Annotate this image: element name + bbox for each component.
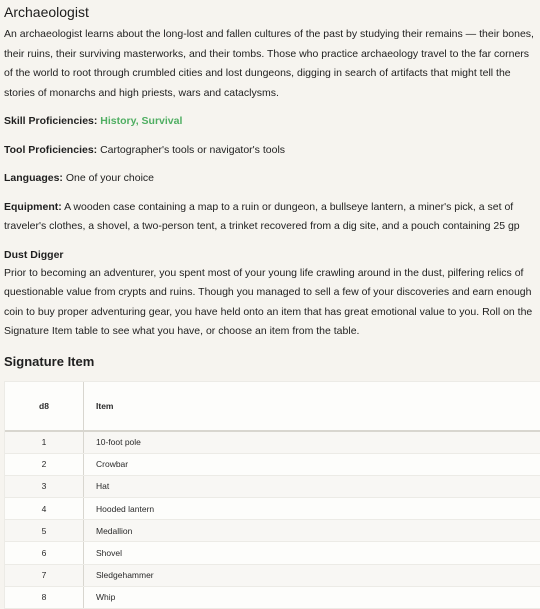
table-cell-roll: 3 [5, 475, 84, 497]
table-cell-roll: 5 [5, 520, 84, 542]
tool-proficiencies-value: Cartographer's tools or navigator's tools [100, 144, 285, 156]
feature-title: Dust Digger [4, 248, 540, 262]
table-row [5, 520, 540, 542]
table-cell-roll: 1 [5, 431, 84, 454]
table-header-item: Item [84, 382, 540, 431]
table-row [5, 453, 540, 475]
signature-item-table [4, 381, 540, 609]
table-header-row [5, 382, 540, 431]
skill-proficiencies [4, 112, 540, 132]
table-cell-item: Crowbar [84, 453, 540, 475]
table-header-d8: d8 [5, 382, 84, 431]
table-row [5, 564, 540, 586]
intro-paragraph: An archaeologist learns about the long-lost and fallen cultures of the past by studying their remains — their bones, their ruins, their surviving masterworks, and their tombs. Those who practice archaeology travel to the far corners of the world to root through crumbled cities and lost dungeons, digging in search of artifacts that might tell the stories of monarchs and high priests, wars and cataclysms. [4, 25, 540, 103]
table-row [5, 498, 540, 520]
signature-item-heading: Signature Item [4, 353, 540, 371]
table-row [5, 542, 540, 564]
table-cell-roll: 6 [5, 542, 84, 564]
skill-link-survival[interactable]: Survival [142, 115, 183, 127]
table-cell-item: Sledgehammer [84, 564, 540, 586]
equipment-value: A wooden case containing a map to a ruin or dungeon, a bullseye lantern, a miner's pick, a set of traveler's clothes, a shovel, a two-person tent, a trinket recovered from a dig site, and a pouch containing 25 gp [4, 201, 520, 233]
skill-separator: , [136, 115, 142, 127]
table-cell-item: 10-foot pole [84, 431, 540, 454]
feature-text: Prior to becoming an adventurer, you spent most of your young life crawling around in the dust, pilfering relics of questionable value from crypts and ruins. Though you managed to sell a few of your discoveries and earn enough coin to buy proper adventuring gear, you have held onto an item that has great emotional value to you. Roll on the Signature Item table to see what you have, or choose an item from the table. [4, 264, 540, 342]
table-cell-item: Whip [84, 586, 540, 608]
table-row [5, 586, 540, 608]
languages-value: One of your choice [66, 172, 154, 184]
equipment-label: Equipment: [4, 201, 62, 213]
table-cell-item: Shovel [84, 542, 540, 564]
skill-link-history[interactable]: History [100, 115, 135, 127]
skill-proficiencies-label: Skill Proficiencies: [4, 115, 97, 127]
table-cell-roll: 4 [5, 498, 84, 520]
equipment [4, 198, 540, 237]
languages [4, 169, 540, 189]
tool-proficiencies [4, 141, 540, 161]
table-cell-item: Hooded lantern [84, 498, 540, 520]
table-cell-roll: 2 [5, 453, 84, 475]
table-cell-roll: 7 [5, 564, 84, 586]
page-title: Archaeologist [4, 0, 540, 21]
table-row [5, 475, 540, 497]
table-cell-item: Hat [84, 475, 540, 497]
table-row [5, 431, 540, 454]
table-cell-item: Medallion [84, 520, 540, 542]
languages-label: Languages: [4, 172, 63, 184]
tool-proficiencies-label: Tool Proficiencies: [4, 144, 97, 156]
table-cell-roll: 8 [5, 586, 84, 608]
